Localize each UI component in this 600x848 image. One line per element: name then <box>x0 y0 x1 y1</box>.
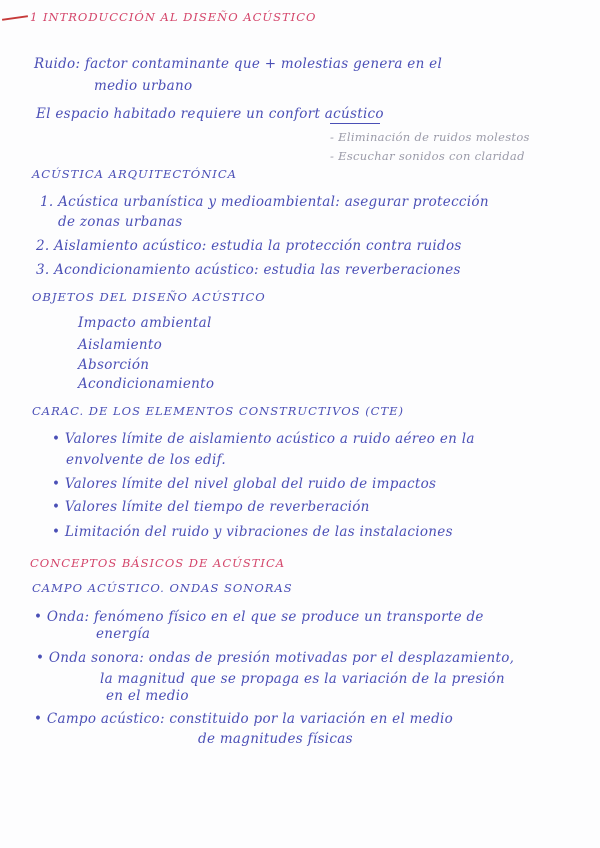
onda-line-1: • Onda: fenómeno físico en el que se produce un transporte de <box>34 609 484 625</box>
campo-acustico-line-1: • Campo acústico: constituido por la variación en el medio <box>34 711 454 727</box>
item-2: 2. Aislamiento acústico: estudia la protección contra ruidos <box>36 238 462 254</box>
section-cte: CARAC. DE LOS ELEMENTOS CONSTRUCTIVOS (CTE) <box>32 404 405 418</box>
cte-1-line-2: envolvente de los edif. <box>66 452 227 468</box>
objeto-1: Impacto ambiental <box>78 315 212 331</box>
section-objetos: OBJETOS DEL DISEÑO ACÚSTICO <box>32 290 266 304</box>
item-1-line-2: de zonas urbanas <box>58 214 183 230</box>
page-title: 1 INTRODUCCIÓN AL DISEÑO ACÚSTICO <box>30 10 317 24</box>
section-conceptos: CONCEPTOS BÁSICOS DE ACÚSTICA <box>30 556 286 570</box>
campo-acustico-line-2: de magnitudes físicas <box>198 731 353 747</box>
ruido-line-1: Ruido: factor contaminante que + molestias genera en el <box>34 56 443 72</box>
campo-heading: CAMPO ACÚSTICO. ONDAS SONORAS <box>32 581 293 595</box>
confort-underline <box>330 123 380 124</box>
cte-1-line-1: • Valores límite de aislamiento acústico a ruido aéreo en la <box>52 431 475 447</box>
cte-4: • Limitación del ruido y vibraciones de las instalaciones <box>52 524 453 540</box>
item-3: 3. Acondicionamiento acústico: estudia las reverberaciones <box>36 262 461 278</box>
sub-item-2: - Escuchar sonidos con claridad <box>330 149 525 163</box>
objeto-4: Acondicionamiento <box>78 376 215 392</box>
cte-3: • Valores límite del tiempo de reverberación <box>52 499 370 515</box>
ruido-line-2: medio urbano <box>94 78 193 94</box>
cte-2: • Valores límite del nivel global del ruido de impactos <box>52 476 437 492</box>
onda-line-2: energía <box>96 626 151 642</box>
onda-sonora-line-2: la magnitud que se propaga es la variación de la presión <box>100 671 505 687</box>
onda-sonora-line-3: en el medio <box>106 688 189 704</box>
section-acustica-arquitectonica: ACÚSTICA ARQUITECTÓNICA <box>32 167 237 181</box>
sub-item-1: - Eliminación de ruidos molestos <box>330 130 530 144</box>
objeto-2: Aislamiento <box>78 337 163 353</box>
item-1-line-1: 1. Acústica urbanística y medioambiental: asegurar protección <box>40 194 489 210</box>
strike-mark <box>2 15 28 21</box>
onda-sonora-line-1: • Onda sonora: ondas de presión motivadas por el desplazamiento, <box>36 650 515 666</box>
objeto-3: Absorción <box>78 357 150 373</box>
espacio-line: El espacio habitado requiere un confort acústico <box>36 106 384 122</box>
